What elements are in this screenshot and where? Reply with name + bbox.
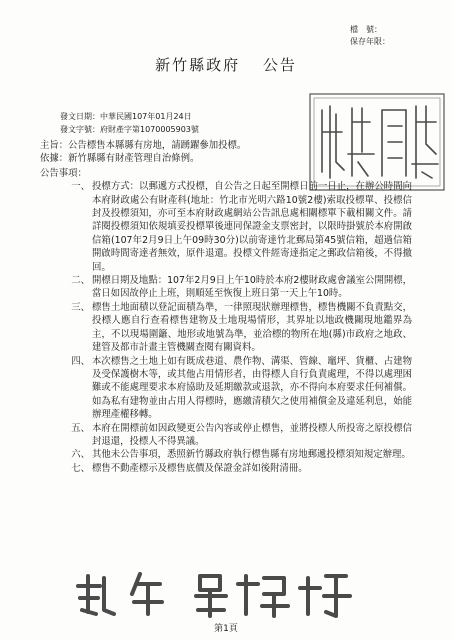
list-item — [58, 462, 412, 475]
page-title — [0, 54, 452, 75]
list-item — [58, 448, 412, 461]
notice-heading: 公告事項： — [40, 167, 87, 179]
list-item — [58, 355, 412, 422]
item-number: 三、 — [71, 301, 90, 313]
file-number-label: 檔 號： — [350, 25, 382, 34]
subject-text: 公告標售本縣縣有房地，請踴躍參加投標。 — [68, 140, 247, 151]
magistrate-signature-stamp — [70, 566, 360, 620]
reference-number: 發文字號：府財產字第1070005903號 — [60, 125, 199, 134]
item-text: 標售不動產標示及標售底價及保證金詳如後附清冊。 — [92, 462, 308, 474]
item-number: 四、 — [71, 355, 90, 367]
item-text: 開標日期及地點：107年2月9日上午10時於本府2樓財政處會議室公開開標，當日如因故停止上班，則順延至恢復上班日第一天上午10時。 — [92, 275, 412, 300]
list-item — [58, 274, 412, 301]
item-number: 七、 — [71, 462, 90, 474]
item-number: 六、 — [71, 449, 90, 461]
item-text: 本次標售之土地上如有既成巷道、農作物、溝渠、管線、竈坪、貨櫃、占建物及受保護樹木等，或其他占用情形者，由得標人自行負責處理，不得以處理困難或不能處理要求本府協助及延期繳款或退款，亦不得向本府要求任何補償。如為私有建物並由占用人得標時，應繳清積欠之使用補償金及違延利息，始能辦理產權移轉。 — [92, 355, 412, 421]
list-item — [58, 180, 412, 274]
notice-items — [40, 180, 412, 475]
item-text: 標售土地面積以登記面積為準，一律照現狀辦理標售，標售機關不負責點交，投標人應自行查看標售建物及土地現場情形，其界址以地政機關現地鑑界為主，不以現場圍籬、地形或地號為準，並洽標的物所在地(縣)市政府之地政、建管及都市計畫主管機關查閱有關資料。 — [92, 301, 412, 354]
item-number: 一、 — [71, 181, 90, 193]
list-item — [58, 301, 412, 355]
page-number: 第1頁 — [214, 624, 238, 634]
subject-row — [40, 139, 412, 152]
org-name: 新竹縣政府 — [155, 56, 241, 74]
file-meta — [350, 24, 390, 48]
basis-row — [40, 152, 412, 165]
item-text: 投標方式：以郵遞方式投標，自公告之日起至開標日前一日止，在辦公時間向本府財政處公有財產科(地址：竹北市光明六路10號2樓)索取投標單、投標信封及投標須知，亦可至本府財政處網站公告訊息處相關標單下載相關文件。請詳閱投標須知依規填妥投標單後連同保證金支票密封，以限時掛號於本府開啟信箱(107年2月9日上午09時30分)以前寄達竹北郵局第45號信箱，超過信箱開啟時間寄達者無效，原件退還。投標文件經寄達指定之郵政信箱後，不得撤回。 — [92, 181, 412, 273]
doc-type: 公告 — [262, 56, 297, 74]
item-text: 本府在開標前如因政變更公告內容或停止標售，並將投標人所投寄之原投標信封退還，投標人不得異議。 — [92, 422, 412, 447]
list-item — [58, 422, 412, 449]
subject-label: 主旨： — [40, 140, 69, 151]
item-number: 五、 — [71, 422, 90, 434]
announcement-body — [40, 139, 412, 475]
basis-label: 依據： — [40, 153, 69, 165]
item-text: 其他未公告事項，悉照新竹縣政府執行標售縣有房地郵遞投標須知規定辦理。 — [92, 449, 411, 461]
item-number: 二、 — [71, 275, 90, 287]
basis-text: 新竹縣縣有財產管理自治條例。 — [68, 153, 200, 165]
retention-label: 保存年限： — [350, 37, 390, 46]
issue-date: 發文日期：中華民國107年01月24日 — [60, 112, 192, 121]
document-meta — [60, 110, 199, 136]
